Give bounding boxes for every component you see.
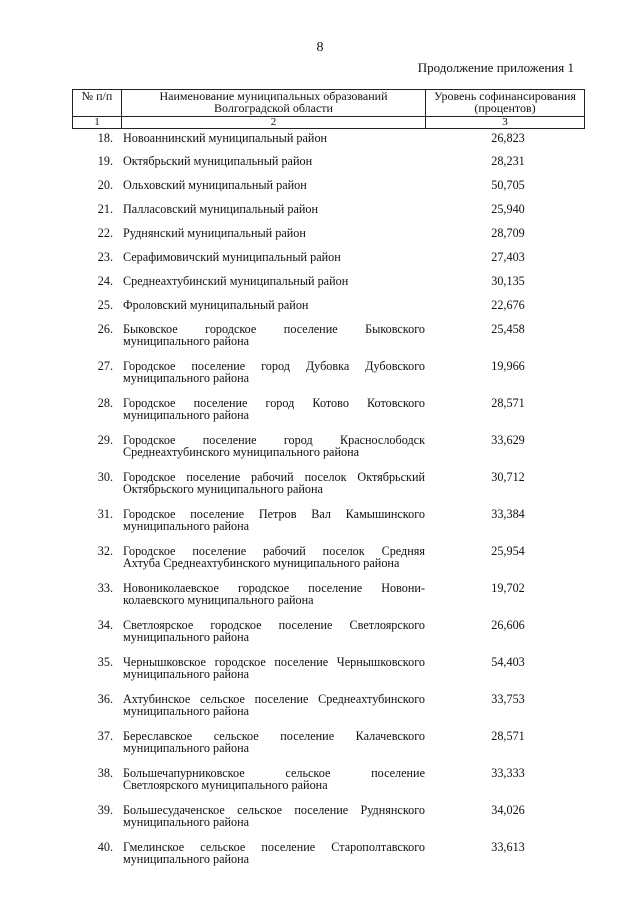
row-name-line: Фроловский муниципальный район [123,298,309,312]
row-name-line: Городское поселение город Дубовка Дубовского [123,359,425,373]
row-name [121,155,425,167]
row-number: 30. [97,470,113,484]
row-value: 28,571 [491,396,525,410]
table-row [72,323,585,347]
row-name-line: муниципального района [123,334,250,348]
header-level: Уровень софинансирования (процентов) [426,90,585,117]
row-name-line: муниципального района [123,741,250,755]
row-number: 33. [97,581,113,595]
row-number: 39. [97,803,113,817]
row-name [121,730,425,754]
row-value: 22,676 [491,298,525,312]
row-name [121,132,425,144]
row-name [121,227,425,239]
row-name [121,582,425,606]
row-name-line: Ахтуба Среднеахтубинского муниципального района [123,556,400,570]
table-row [72,582,585,606]
row-name-line: Светлоярского муниципального района [123,778,328,792]
row-name-line: Городское поселение город Котово Котовского [123,396,425,410]
row-name-line: Руднянский муниципальный район [123,226,306,240]
row-name-line: Городское поселение рабочий поселок Средняя [123,544,425,558]
table-row [72,203,585,215]
row-value: 33,384 [491,507,525,521]
row-name [121,619,425,643]
table-row [72,132,585,144]
table-row [72,508,585,532]
row-name [121,397,425,421]
row-name-line: Городское поселение город Краснослободск [123,433,425,447]
row-name-line: Большечапурниковское сельское поселение [123,766,425,780]
row-name-line: Новониколаевское городское поселение Новони- [123,581,425,595]
row-name-line: муниципального района [123,667,250,681]
table-row [72,275,585,287]
row-name [121,275,425,287]
row-name-line: муниципального района [123,704,250,718]
header-name: Наименование муниципальных образований Волгоградской области [122,90,426,117]
row-name-line: Октябрьский муниципальный район [123,154,313,168]
header-num: № п/п [73,90,122,117]
row-value: 28,709 [491,226,525,240]
row-value: 25,458 [491,322,525,336]
table-row [72,656,585,680]
row-number: 32. [97,544,113,558]
row-number: 21. [97,202,113,216]
row-name-line: муниципального района [123,408,250,422]
row-name-line: Серафимовичский муниципальный район [123,250,341,264]
row-value: 33,753 [491,692,525,706]
row-value: 19,966 [491,359,525,373]
row-value: 19,702 [491,581,525,595]
row-number: 29. [97,433,113,447]
table-row [72,397,585,421]
row-number: 35. [97,655,113,669]
row-value: 27,403 [491,250,525,264]
table-row [72,767,585,791]
row-value: 33,613 [491,840,525,854]
row-name [121,323,425,347]
row-name-line: Ахтубинское сельское поселение Среднеахтубинского [123,692,425,706]
row-number: 22. [97,226,113,240]
row-name-line: Ольховский муниципальный район [123,178,307,192]
row-name [121,179,425,191]
row-name [121,251,425,263]
row-name-line: колаевского муниципального района [123,593,314,607]
row-number: 18. [97,131,113,145]
row-name [121,203,425,215]
table-row [72,251,585,263]
row-value: 26,606 [491,618,525,632]
row-name [121,360,425,384]
page-number: 8 [316,40,324,55]
row-number: 37. [97,729,113,743]
row-name [121,693,425,717]
column-number-2: 2 [122,117,426,129]
row-value: 30,135 [491,274,525,288]
row-value: 28,231 [491,154,525,168]
row-name-line: Среднеахтубинский муниципальный район [123,274,349,288]
table-header [72,89,585,129]
table-row [72,227,585,239]
row-name-line: муниципального района [123,815,250,829]
row-name [121,545,425,569]
row-name [121,656,425,680]
row-name-line: муниципального района [123,630,250,644]
table-row [72,434,585,458]
row-number: 36. [97,692,113,706]
row-number: 19. [97,154,113,168]
row-name [121,804,425,828]
row-name-line: Чернышковское городское поселение Чернышковского [123,655,425,669]
row-value: 26,823 [491,131,525,145]
table-row [72,155,585,167]
column-number-3: 3 [426,117,585,129]
table-row [72,804,585,828]
row-number: 24. [97,274,113,288]
row-number: 34. [97,618,113,632]
row-name [121,841,425,865]
row-name-line: Октябрьского муниципального района [123,482,323,496]
table-row [72,471,585,495]
row-value: 28,571 [491,729,525,743]
row-value: 33,333 [491,766,525,780]
row-name-line: Среднеахтубинского муниципального района [123,445,360,459]
row-name-line: Большесудаченское сельское поселение Руднянского [123,803,425,817]
row-value: 50,705 [491,178,525,192]
row-number: 40. [97,840,113,854]
row-name-line: муниципального района [123,519,250,533]
row-name-line: Городское поселение рабочий поселок Октябрьский [123,470,425,484]
table-row [72,619,585,643]
row-name [121,508,425,532]
row-name-line: Новоаннинский муниципальный район [123,131,328,145]
row-name-line: Береславское сельское поселение Калачевского [123,729,425,743]
row-number: 23. [97,250,113,264]
row-name-line: Городское поселение Петров Вал Камышинского [123,507,425,521]
row-name-line: муниципального района [123,852,250,866]
row-number: 31. [97,507,113,521]
row-name [121,434,425,458]
row-value: 34,026 [491,803,525,817]
row-name [121,299,425,311]
row-number: 28. [97,396,113,410]
row-name [121,471,425,495]
table-row [72,693,585,717]
table-row [72,179,585,191]
column-number-1: 1 [73,117,122,129]
table-row [72,841,585,865]
row-number: 27. [97,359,113,373]
row-number: 38. [97,766,113,780]
table-row [72,545,585,569]
row-name-line: Светлоярское городское поселение Светлоярского [123,618,425,632]
row-value: 25,954 [491,544,525,558]
continuation-label: Продолжение приложения 1 [417,60,574,75]
row-name-line: муниципального района [123,371,250,385]
row-number: 25. [97,298,113,312]
row-number: 20. [97,178,113,192]
table-row [72,299,585,311]
table-row [72,360,585,384]
row-name-line: Быковское городское поселение Быковского [123,322,425,336]
row-value: 30,712 [491,470,525,484]
row-name [121,767,425,791]
table-row [72,730,585,754]
row-value: 54,403 [491,655,525,669]
row-value: 25,940 [491,202,525,216]
row-name-line: Гмелинское сельское поселение Старополтавского [123,840,425,854]
row-name-line: Палласовский муниципальный район [123,202,318,216]
row-number: 26. [97,322,113,336]
table-body [72,132,585,878]
row-value: 33,629 [491,433,525,447]
